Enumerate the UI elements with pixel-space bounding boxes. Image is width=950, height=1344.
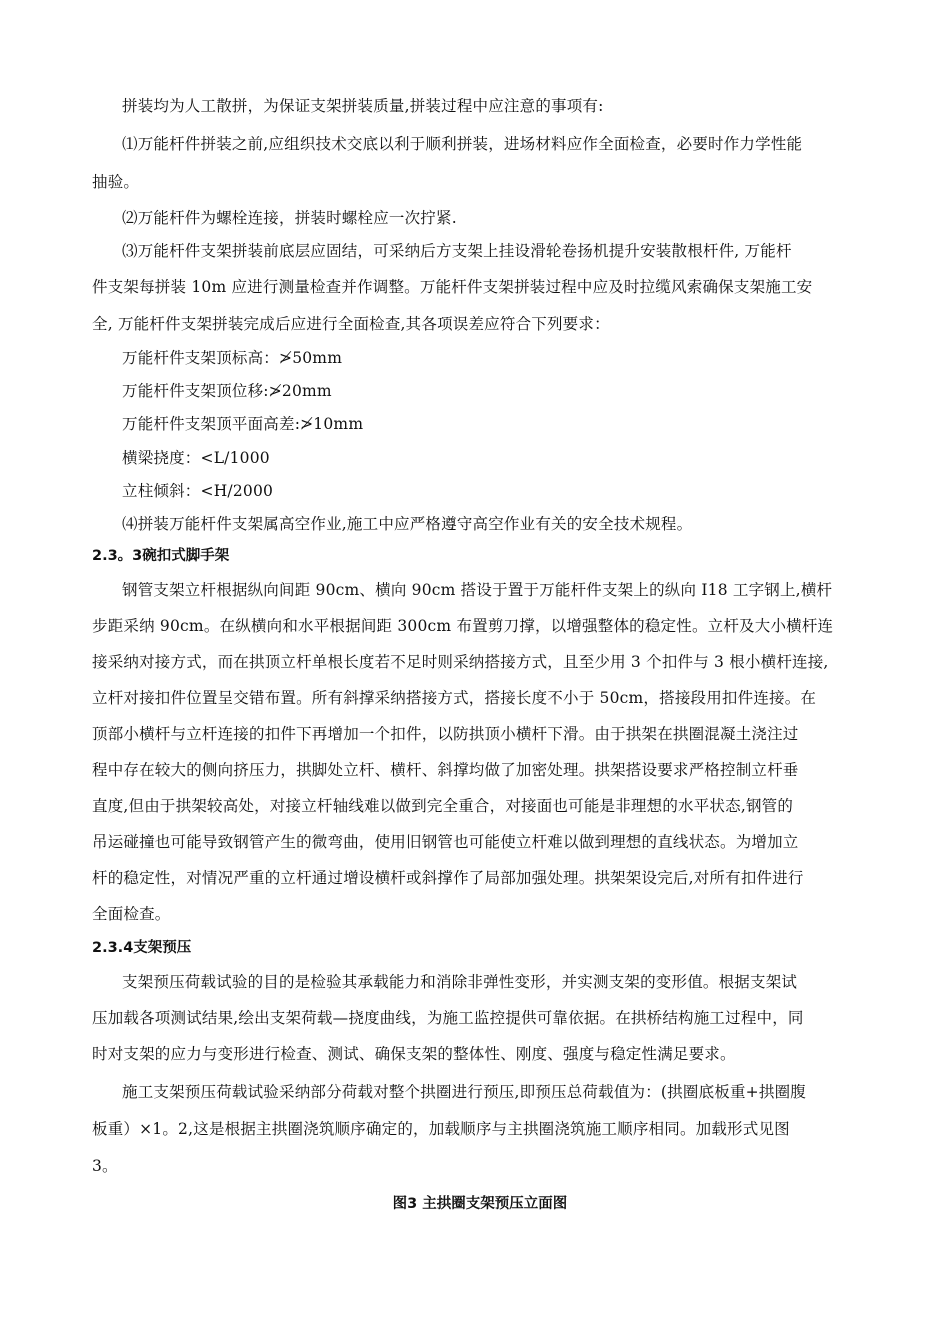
- section-2-3-3-line-2: 步距采纳 90cm。在纵横向和水平根据间距 300cm 布置剪刀撑，以增强整体的稳定性。立杆及大小横杆连: [92, 617, 834, 635]
- tolerance-column-tilt: 立柱倾斜：<H/2000: [122, 482, 274, 500]
- section-2-3-4-heading: 2.3.4支架预压: [92, 940, 192, 956]
- section-2-3-3-line-1: 钢管支架立杆根据纵向间距 90cm、横向 90cm 搭设于置于万能杆件支架上的纵向 I18 工字钢上,横杆: [122, 581, 833, 599]
- tolerance-top-elevation: 万能杆件支架顶标高：≯50mm: [122, 349, 343, 367]
- tolerance-top-displacement: 万能杆件支架顶位移:≯20mm: [122, 382, 332, 400]
- section-2-3-3-line-9: 杆的稳定性，对情况严重的立杆通过增设横杆或斜撑作了局部加强处理。拱架架设完后,对所有扣件进行: [92, 869, 804, 887]
- section-2-3-4-p1-line-1: 支架预压荷载试验的目的是检验其承载能力和消除非弹性变形，并实测支架的变形值。根据支架试: [122, 973, 798, 991]
- item1-line-2: 抽验。: [92, 173, 140, 191]
- item1-line-1: ⑴万能杆件拼装之前,应组织技术交底以利于顺利拼装，进场材料应作全面检查，必要时作力学性能: [122, 135, 803, 153]
- item3-line-2: 件支架每拼装 10m 应进行测量检查并作调整。万能杆件支架拼装过程中应及时拉缆风索确保支架施工安: [92, 278, 813, 296]
- section-2-3-4-p1-line-2: 压加载各项测试结果,绘出支架荷载—挠度曲线，为施工监控提供可靠依据。在拱桥结构施工过程中，同: [92, 1009, 804, 1027]
- section-2-3-3-line-10: 全面检查。: [92, 905, 171, 923]
- section-2-3-3-line-8: 吊运碰撞也可能导致钢管产生的微弯曲，使用旧钢管也可能使立杆难以做到理想的直线状态。为增加立: [92, 833, 799, 851]
- item3-line-3: 全, 万能杆件支架拼装完成后应进行全面检查,其各项误差应符合下列要求：: [92, 315, 610, 333]
- section-2-3-3-line-5: 顶部小横杆与立杆连接的扣件下再增加一个扣件，以防拱顶小横杆下滑。由于拱架在拱圈混凝土浇注过: [92, 725, 799, 743]
- section-2-3-3-line-3: 接采纳对接方式，而在拱顶立杆单根长度若不足时则采纳搭接方式，且至少用 3 个扣件与 3 根小横杆连接,: [92, 653, 829, 671]
- section-2-3-4-p2-line-2: 板重）×1。2,这是根据主拱圈浇筑顺序确定的，加载顺序与主拱圈浇筑施工顺序相同。加载形式见图: [92, 1120, 790, 1138]
- intro-paragraph: 拼装均为人工散拼，为保证支架拼装质量,拼装过程中应注意的事项有:: [122, 97, 604, 115]
- tolerance-plane-height: 万能杆件支架顶平面高差:≯10mm: [122, 415, 364, 433]
- section-2-3-3-line-7: 直度,但由于拱架较高处，对接立杆轴线难以做到完全重合，对接面也可能是非理想的水平状态,钢管的: [92, 797, 794, 815]
- item3-line-1: ⑶万能杆件支架拼装前底层应固结，可采纳后方支架上挂设滑轮卷扬机提升安装散根杆件, 万能杆: [122, 242, 792, 260]
- tolerance-beam-deflection: 横梁挠度：<L/1000: [122, 449, 270, 467]
- figure-3-caption: 图3 主拱圈支架预压立面图: [392, 1196, 568, 1212]
- item2-paragraph: ⑵万能杆件为螺栓连接，拼装时螺栓应一次拧紧.: [122, 209, 457, 227]
- item4-paragraph: ⑷拼装万能杆件支架属高空作业,施工中应严格遵守高空作业有关的安全技术规程。: [122, 515, 693, 533]
- section-2-3-3-heading: 2.3。3碗扣式脚手架: [92, 548, 230, 564]
- section-2-3-4-p1-line-3: 时对支架的应力与变形进行检查、测试、确保支架的整体性、刚度、强度与稳定性满足要求。: [92, 1045, 736, 1063]
- section-2-3-3-line-4: 立杆对接扣件位置呈交错布置。所有斜撑采纳搭接方式，搭接长度不小于 50cm，搭接段用扣件连接。在: [92, 689, 817, 707]
- section-2-3-4-p2-line-3: 3。: [92, 1157, 118, 1175]
- section-2-3-3-line-6: 程中存在较大的侧向挤压力，拱脚处立杆、横杆、斜撑均做了加密处理。拱架搭设要求严格控制立杆垂: [92, 761, 799, 779]
- section-2-3-4-p2-line-1: 施工支架预压荷载试验采纳部分荷载对整个拱圈进行预压,即预压总荷载值为：(拱圈底板重+拱圈腹: [122, 1083, 806, 1101]
